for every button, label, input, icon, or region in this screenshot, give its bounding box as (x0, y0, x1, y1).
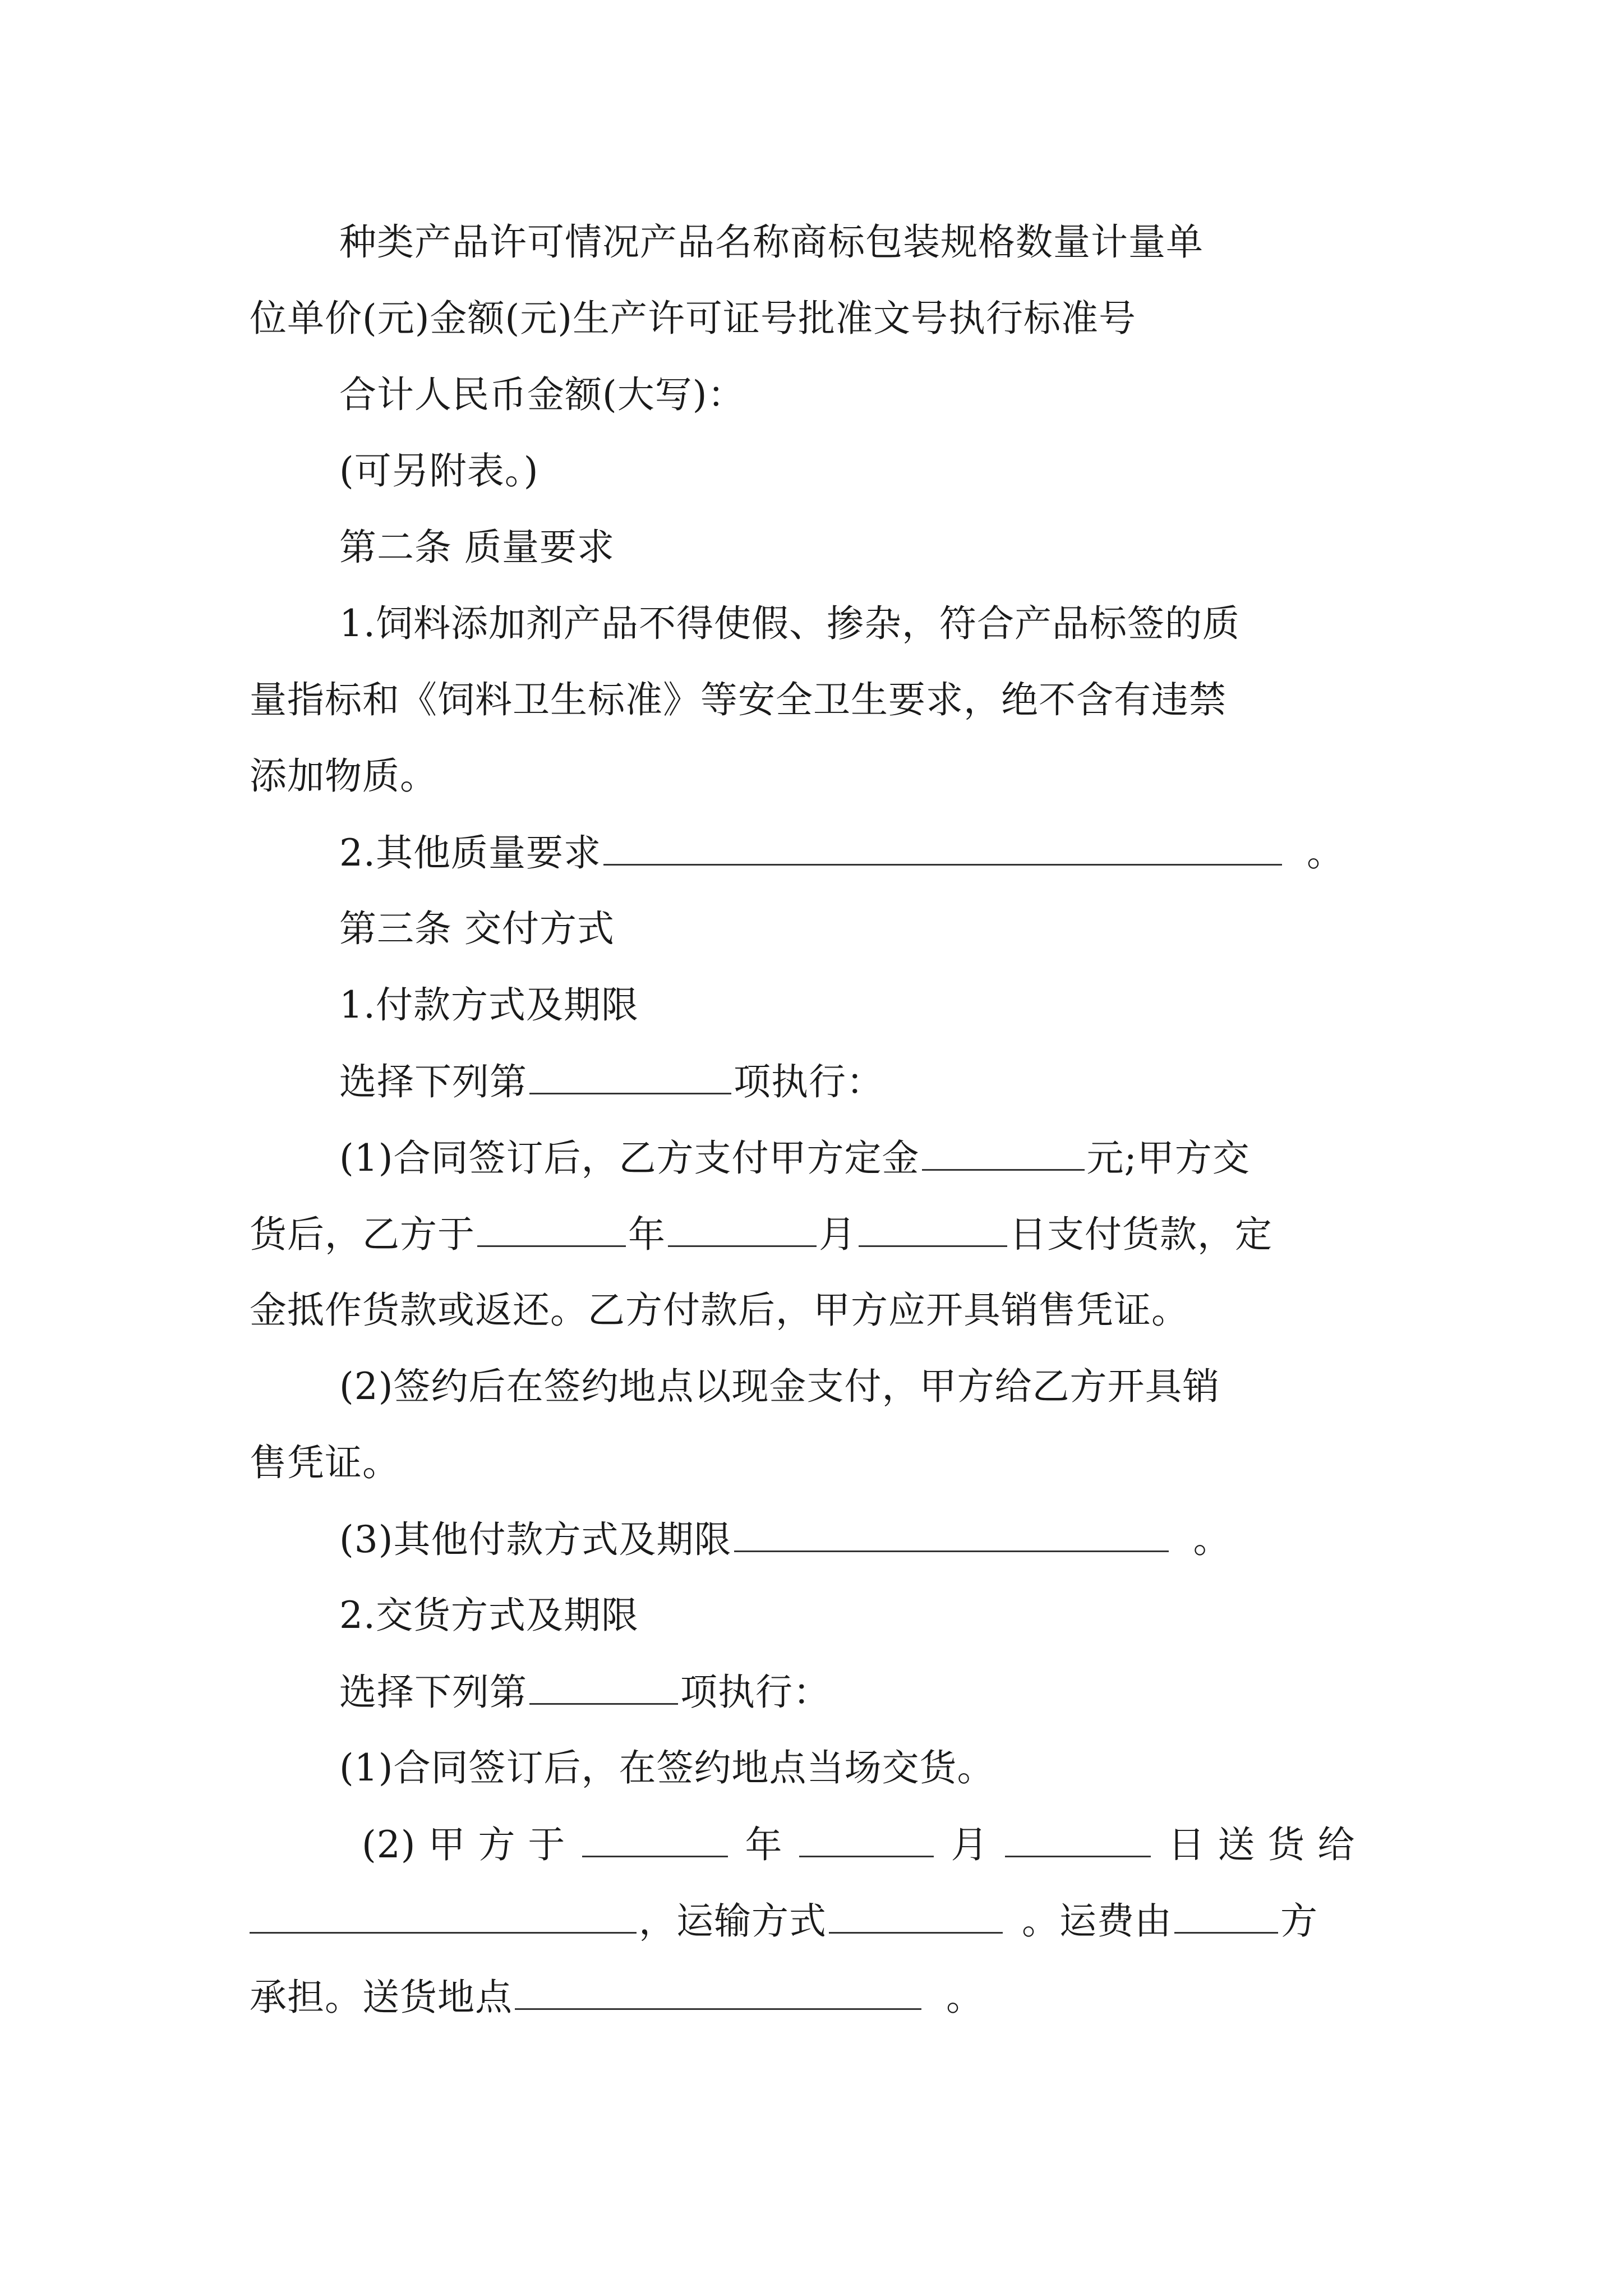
text: 第二条 质量要求 (339, 526, 615, 569)
text: 添加物质。 (250, 754, 437, 798)
paragraph-line (250, 1898, 1318, 1944)
blank-field[interactable] (477, 1212, 626, 1247)
paragraph-line (339, 220, 1204, 265)
text: (2)签约后在签约地点以现金支付，甲方给乙方开具销 (339, 1365, 1220, 1408)
paragraph-line (250, 1975, 984, 2020)
paragraph-line (339, 983, 639, 1028)
text: 。 (1193, 1518, 1231, 1561)
text: 年 (745, 1823, 783, 1866)
blank-field[interactable] (250, 1898, 637, 1934)
text: 。 (1306, 831, 1344, 875)
text: 承担。送货地点 (250, 1976, 513, 2019)
blank-field[interactable] (1174, 1898, 1278, 1934)
text: 第三条 交付方式 (339, 907, 615, 950)
blank-field[interactable] (529, 1669, 678, 1705)
blank-field[interactable] (734, 1517, 1169, 1552)
text: (可另附表。) (339, 449, 539, 493)
text: 月 (819, 1213, 856, 1256)
text: (1)合同签订后，乙方支付甲方定金 (339, 1137, 920, 1180)
paragraph-line (339, 1059, 884, 1105)
section-heading (339, 907, 615, 951)
text: 种类产品许可情况产品名称商标包装规格数量计量单 (339, 220, 1204, 264)
text: 1.付款方式及期限 (339, 983, 639, 1027)
blank-field[interactable] (829, 1898, 1003, 1934)
paragraph-line (250, 678, 1227, 723)
paragraph-line (339, 449, 539, 494)
text: 货后，乙方于 (250, 1213, 475, 1256)
paragraph-line (250, 1212, 1272, 1257)
text: 日 送 货 给 (1168, 1823, 1355, 1866)
paragraph-line (250, 1288, 1189, 1333)
blank-field[interactable] (515, 1975, 921, 2010)
paragraph-line (339, 601, 1240, 646)
paragraph-line (250, 754, 437, 799)
text: 。 (946, 1976, 984, 2019)
text: 量指标和《饲料卫生标准》等安全卫生要求，绝不含有违禁 (250, 678, 1227, 721)
blank-field[interactable] (582, 1822, 728, 1857)
paragraph-line (339, 1135, 1250, 1181)
text: 项执行： (680, 1671, 831, 1714)
blank-field[interactable] (1005, 1822, 1151, 1857)
paragraph-line (339, 1746, 995, 1791)
text: (1)合同签订后，在签约地点当场交货。 (339, 1746, 995, 1789)
paragraph-line (250, 1441, 400, 1485)
blank-field[interactable] (922, 1135, 1085, 1171)
paragraph-line (339, 1517, 1231, 1562)
text: 项执行： (734, 1060, 884, 1103)
text: (2) 甲 方 于 (362, 1823, 566, 1866)
text: 元;甲方交 (1086, 1137, 1250, 1180)
paragraph-line (339, 372, 745, 417)
blank-field[interactable] (529, 1059, 731, 1094)
section-heading (339, 525, 615, 570)
blank-field[interactable] (668, 1212, 817, 1247)
text: 1.饲料添加剂产品不得使假、掺杂，符合产品标签的质 (339, 602, 1240, 645)
text: 2.其他质量要求 (339, 831, 601, 875)
blank-field[interactable] (603, 830, 1282, 866)
paragraph-line (362, 1822, 1355, 1867)
text: 。运费由 (1022, 1899, 1172, 1943)
paragraph-line (339, 1593, 639, 1638)
paragraph-line (339, 830, 1344, 876)
text: 售凭证。 (250, 1441, 400, 1484)
text: 方 (1280, 1899, 1318, 1943)
text: 金抵作货款或返还。乙方付款后，甲方应开具销售凭证。 (250, 1289, 1189, 1332)
text: 合计人民币金额(大写)： (339, 373, 745, 416)
text: 选择下列第 (339, 1671, 527, 1714)
text: 2.交货方式及期限 (339, 1594, 639, 1637)
text: 日支付货款，定 (1009, 1213, 1272, 1256)
blank-field[interactable] (859, 1212, 1007, 1247)
text: 位单价(元)金额(元)生产许可证号批准文号执行标准号 (250, 297, 1136, 340)
text: 月 (951, 1823, 989, 1866)
paragraph-line (250, 296, 1136, 341)
text: 年 (628, 1213, 666, 1256)
blank-field[interactable] (799, 1822, 934, 1857)
paragraph-line (339, 1364, 1220, 1409)
text: 选择下列第 (339, 1060, 527, 1103)
text: ，运输方式 (639, 1899, 827, 1943)
text: (3)其他付款方式及期限 (339, 1518, 732, 1561)
paragraph-line (339, 1669, 831, 1715)
